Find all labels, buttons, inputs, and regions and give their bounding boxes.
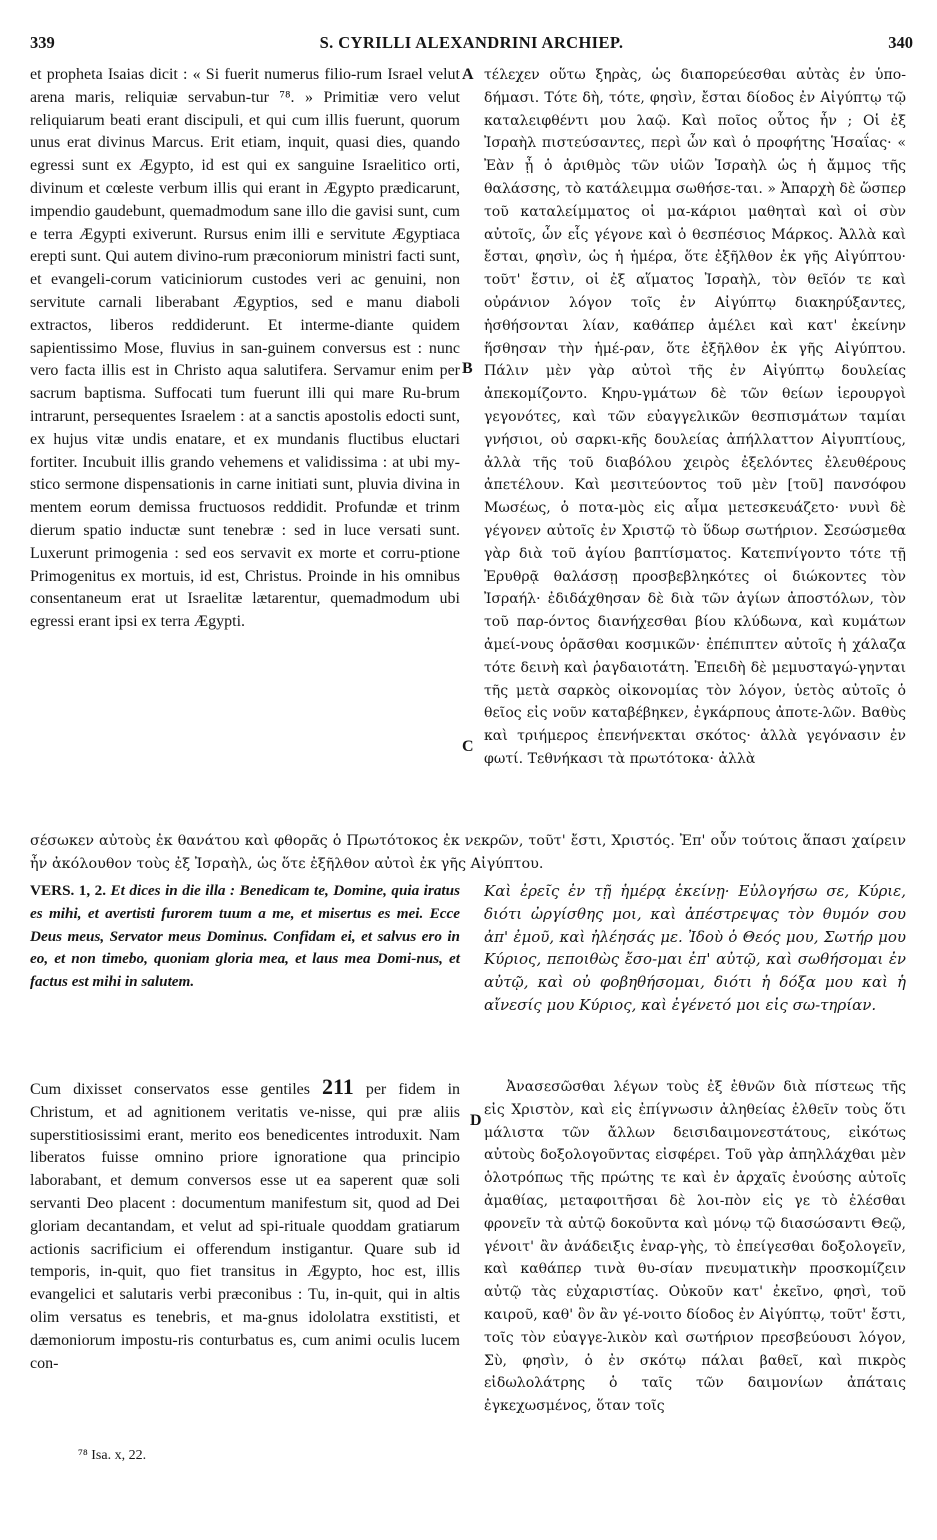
margin-letter-b: B: [462, 360, 473, 377]
verse-latin-text: Et dices in die illa : Benedicam te, Domine, quia iratus es mihi, et avertisti furorem tuum a me, et misertus es mei. Ecce Deus meus, Servator meus Dominus. Confidam ei, et salvus ero in eo, et non timebo, quoniam gloria mea, et laus mea Domi-nus, et factus est mihi in salutem.: [30, 882, 460, 991]
footnote: ⁷⁸ Isa. x, 22.: [78, 1448, 147, 1463]
latin-lower-text: per fidem in Christum, et ad agnitionem veritatis ve-nisse, qui præ aliis superstitiosissimi erant, merito eos benedicentes introduxit. Nam liberatos fuisse omnino priore ignoratione qua principio laborabant, et demum conversos esse ut ea saperent quæ soli servanti Deo placent : documentum manifestum sit, quod ad Dei gloriam decantandam, et velut ad spi-rituale quoddam gratiarum actionis sacrificium ei offerendum instigantur. Quare sub id temporis, in-quit, quo fiet transitus in Ægypto, hoc est, illis evangelici et salutaris verbi præconibus : Tu, in-quit, qui in altis olim versatus es tenebris, et ma-gnus idololatra exstitisti, et dæmoniorum impostu-ris conturbatus es, cum animi oculis lucem con-: [30, 1081, 461, 1372]
margin-letter-a: A: [462, 66, 474, 83]
latin-text-block: et propheta Isaias dicit : « Si fuerit numerus filio-rum Israel velut arena maris, reliquiæ servabun-tur ⁷⁸. » Primitiæ vero velut reliquiarum beati erant discipuli, et qui cum illis fuerunt, quorum unus erat divinus Marcus. Erit etiam, inquit, quasi dies, quando egressi sunt ex Ægypto, id est qui ex sanguine Israelitico orti, divinum et cœleste verbum illis qui erant in Ægypto prædicarunt, impendio gaudebunt, quemadmodum sane illo die gavisi sunt, cum e terra Ægypti exiverunt. Rursus enim illi e servitute Ægyptiaca erepti sunt. Qui autem divino-rum præconiorum ministri facti sunt, et evangeli-corum vaticiniorum custodes veri ac genuini, non servitute carnali liberabant Ægyptios, sed e manu diaboli extractos, liberos reddiderunt. Et interme-diante quidem sapientissimo Mose, fluvius in san-guinem conversus est : nunc vero facta illis est in Christo aqua salutifera. Servamur enim per sacrum baptisma. Suffocati tum fuerunt illi qui mare Ru-brum intrarunt, persequentes Israelem : at a sanctis apostolis edocti sunt, ex hujus vitæ undis enatare, et ex mundanis fluctibus eluctari fortiter. Incubuit illis grando vehemens et validissima : at ubi my-stico sermone dispensationis in carne initiati sunt, pluvia divina in mentem eorum demissa fructuosos reddidit. Profundæ et trinm dierum spatio inductæ sunt tenebræ : sed in luce versati sunt. Luxerunt primogenia : sed eos servavit ex morte et corru-ptione Primogenitus ex mortuis, id est, Christus. Proinde in his omnibus consentaneum erat ut Israelitæ lætarentur, quemadmodum ubi egressi erant ipsi ex terra Ægypti.: [30, 66, 460, 631]
verse-latin: [30, 880, 460, 994]
page-header: [30, 33, 913, 53]
verse-greek-text: Καὶ ἐρεῖς ἐν τῇ ἡμέρᾳ ἐκείνῃ· Εὐλογήσω σε, Κύριε, διότι ὠργίσθης μοι, καὶ ἀπέστρεψας τὸν θυμόν σου ἀπ' ἐμοῦ, καὶ ἠλέησάς με. Ἰδοὺ ὁ Θεός μου, Σωτήρ μου Κύριος, πεποιθὼς ἔσο-μαι ἐπ' αὐτῷ, καὶ σωθήσομαι ἐν αὐτῷ, καὶ οὐ φοβηθήσομαι, διότι ἡ δόξα μου καὶ ἡ αἴνεσίς μου Κύριος, καὶ ἐγένετό μοι εἰς σω-τηρίαν.: [484, 882, 906, 1014]
margin-letter-d: D: [470, 1112, 482, 1129]
latin-column-upper: [30, 64, 460, 830]
margin-letter-c: C: [462, 738, 474, 755]
page-mark-211: 211: [322, 1074, 354, 1099]
greek-column-lower: [484, 1076, 906, 1418]
verse-number: VERS. 1, 2.: [30, 882, 107, 899]
latin-column-lower: [30, 1076, 460, 1375]
verse-greek: [484, 880, 906, 1017]
greek-text-block: τέλεχεν οὕτω ξηρὰς, ὡς διαπορεύεσθαι αὐτὰς ἐν ὑπο-δήμασι. Τότε δὴ, τότε, φησὶν, ἔσται δίοδος ἐν Αἰγύπτῳ τῷ καταλειφθέντι μου λαῷ. Καὶ ποῖος οὗτος ἦν ; Οἱ ἐξ Ἰσραὴλ πιστεύσαντες, περὶ ὧν καὶ ὁ προφήτης Ἡσαΐας· « Ἐὰν ᾖ ὁ ἀριθμὸς τῶν υἱῶν Ἰσραὴλ ὡς ἡ ἄμμος τῆς θαλάσσης, τὸ κατάλειμμα σωθήσε-ται. » Ἀπαρχὴ δὲ ὥσπερ τοῦ καταλείμματος οἱ μα-κάριοι μαθηταὶ καὶ οἱ σὺν αὐτοῖς, ὧν εἷς γέγονε καὶ ὁ θεσπέσιος Μάρκος. Ἀλλὰ καὶ ἔσται, φησὶν, ὡς ἡ ἡμέρα, ὅτε ἐξῆλθον ἐκ γῆς Αἰγύπτου· τοῦτ' ἔστιν, οἱ ἐξ αἵματος Ἰσραὴλ, τὸν θεῖόν τε καὶ οὐράνιον λόγον τοῖς ἐν Αἰγύπτῳ διακηρύξαντες, ἡσθήσονται λίαν, καθάπερ ἀμέλει καὶ κατ' ἐκείνην ἥσθησαν τὴν ἡμέ-ραν, ὅτε ἐξῆλθον ἐκ γῆς Αἰγύπτου. Πάλιν μὲν γὰρ αὐτοὶ τῆς ἐν Αἰγύπτῳ δουλείας ἀπεκομίζοντο. Κηρυ-γμάτων δὲ τῶν θείων ἱερουργοὶ γεγονότες, καὶ τῶν εὐαγγελικῶν θεσπισμάτων ταμίαι γνήσιοι, οὐ σαρκι-κῆς δουλείας ἀπήλλαττον Αἰγυπτίους, ἀλλὰ τῆς τοῦ διαβόλου χειρὸς ἐξελόντες ἐλευθέρους ἀπετέλουν. Καὶ μεσιτεύοντος τοῦ μὲν [τοῦ] πανσόφου Μωσέως, ὁ ποτα-μὸς εἰς αἷμα μετεσκευάζετο· νυνὶ δὲ γέγονεν αὐτοῖς ἐν Χριστῷ τὸ ὕδωρ σωτήριον. Σεσώσμεθα γὰρ διὰ τοῦ ἁγίου βαπτίσματος. Κατεπνίγοντο τότε τῇ Ἐρυθρᾷ θαλάσσῃ προσβεβληκότες οἱ διώκοντες τὸν Ἰσραήλ· ἐδιδάχθησαν δὲ διὰ τῶν ἁγίων ἀποστόλων, τὸν τοῦ παρ-όντος διανήχεσθαι βίου κλύδωνα, καὶ κυμάτων ἀμεί-νους ὁρᾶσθαι κοσμικῶν· ἐπέπιπτεν αὐτοῖς ἡ χάλαζα τότε δεινὴ καὶ ῥαγδαιοτάτη. Ἐπειδὴ δὲ μεμυσταγώ-γηνται τῆς μετὰ σαρκὸς οἰκονομίας τὸν λόγον, ὑετὸς αὐτοῖς ὁ θεῖος εἰς νοῦν καταβέβηκεν, ἐγκάρπους ἀποτε-λῶν. Βαθὺς καὶ τριήμερος ἐπενήνεκται σκότος· ἀλλὰ γεγόνασιν ἐν φωτί. Τεθνήκασι τὰ πρωτότοκα· ἀλλὰ: [484, 67, 906, 767]
page-number-right: 340: [888, 33, 913, 52]
greek-full-width-lines: [30, 830, 906, 876]
running-title: S. CYRILLI ALEXANDRINI ARCHIEP.: [319, 33, 624, 52]
page-number-left: 339: [30, 33, 55, 52]
greek-lower-text: Ἀνασεσῶσθαι λέγων τοὺς ἐξ ἐθνῶν διὰ πίστεως τῆς εἰς Χριστὸν, καὶ εἰς ἐπίγνωσιν ἀληθείας ἐλθεῖν τοὺς ὅτι μάλιστα τῶν ἄλλων δεισιδαιμονεστάτους, εἰκότως αὐτοὺς δοξολογοῦντας εἰσφέρει. Τοῦ γὰρ ἀπηλλάχθαι μὲν ὁλοτρόπως τῆς πρώτης τε καὶ ἐν ἀρχαῖς ἐνούσης αὐτοῖς ἀμαθίας, μεταφοιτῆσαι δὲ λοι-πὸν εἰς γε τὸ ἐλέσθαι φρονεῖν τὰ αὐτῷ δοκοῦντα καὶ μόνῳ τῷ διασώσαντι Θεῷ, γένοιτ' ἂν ἀνάδειξις ἐναρ-γὴς, τὸ ἐπείγεσθαι δοξολογεῖν, καὶ καθάπερ τινὰ θυ-σίαν πνευματικὴν προσκομίζειν αὐτῷ τὰς εὐχαριστίας. Οὐκοῦν κατ' ἐκεῖνο, φησὶ, τοῦ καιροῦ, καθ' ὃν ἂν γέ-νοιτο δίοδος ἐν Αἰγύπτῳ, τοῦτ' ἔστι, τοῖς τὸν εὐαγγε-λικὸν καὶ σωτήριον πρεσβεύουσι λόγον, Σὺ, φησὶν, ὁ ἐν σκότῳ πάλαι βαθεῖ, καὶ πικρὸς εἰδωλολάτρης ὁ ταῖς τῶν δαιμονίων ἀπάταις ἐγκεχωσμένος, ὅταν τοῖς: [484, 1079, 906, 1415]
greek-column-upper: [484, 64, 906, 830]
latin-lower-start: Cum dixisset conservatos esse gentiles: [30, 1081, 310, 1098]
greek-full-width-text: σέσωκεν αὐτοὺς ἐκ θανάτου καὶ φθορᾶς ὁ Πρωτότοκος ἐκ νεκρῶν, τοῦτ' ἔστι, Χριστός. Ἐπ' οὖν τούτοις ἅπασι χαίρειν ἦν ἀκόλουθον τοὺς ἐξ Ἰσραὴλ, ὡς ὅτε ἐξῆλθον αὐτοὶ ἐκ γῆς Αἰγύπτου.: [30, 833, 906, 872]
